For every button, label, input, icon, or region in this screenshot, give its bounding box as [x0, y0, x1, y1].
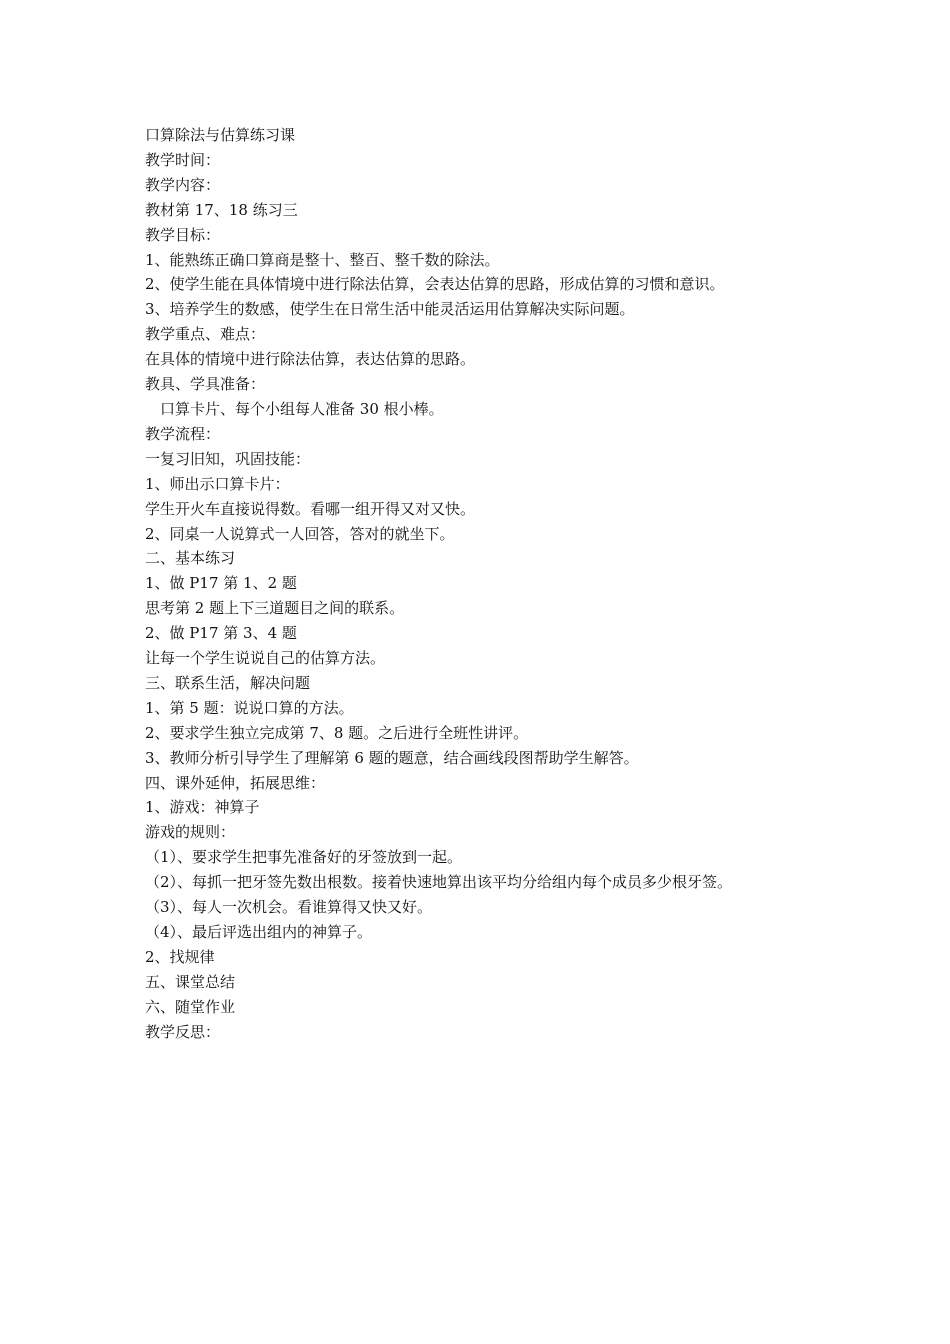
section-heading: 六、随堂作业	[145, 997, 236, 1016]
list-item: 2、要求学生独立完成第 7、8 题。之后进行全班性讲评。	[145, 723, 529, 742]
body-text: 思考第 2 题上下三道题目之间的联系。	[145, 599, 405, 618]
section-heading: 二、基本练习	[145, 549, 236, 568]
key-points-label: 教学重点、难点：	[145, 325, 266, 344]
rule-item: （4）、最后评选出组内的神算子。	[145, 923, 373, 941]
teaching-content-label: 教学内容：	[145, 175, 221, 194]
list-item: 2、找规律	[145, 947, 215, 966]
document-title: 口算除法与估算练习课	[145, 126, 296, 144]
body-text: 让每一个学生说说自己的估算方法。	[145, 649, 386, 668]
section-heading: 三、联系生活，解决问题	[145, 673, 311, 692]
rule-item: （1）、要求学生把事先准备好的牙签放到一起。	[145, 848, 463, 867]
body-text: 学生开火车直接说得数。看哪一组开得又对又快。	[145, 499, 476, 518]
list-item: 1、师出示口算卡片：	[145, 474, 290, 493]
process-label: 教学流程：	[145, 424, 221, 443]
list-item: 3、教师分析引导学生了理解第 6 题的题意，结合画线段图帮助学生解答。	[145, 748, 639, 767]
document-body	[145, 123, 845, 1045]
list-item: 1、游戏：神算子	[145, 798, 260, 817]
list-item: 1、第 5 题：说说口算的方法。	[145, 698, 354, 717]
list-item: 2、做 P17 第 3、4 题	[145, 624, 297, 643]
section-heading: 一复习旧知，巩固技能：	[145, 449, 311, 468]
teaching-goals-label: 教学目标：	[145, 225, 221, 244]
goal-item: 3、培养学生的数感，使学生在日常生活中能灵活运用估算解决实际问题。	[145, 300, 635, 319]
teaching-content-text: 教材第 17、18 练习三	[145, 200, 298, 219]
body-text: 游戏的规则：	[145, 823, 236, 842]
reflection-label: 教学反思：	[145, 1022, 221, 1041]
teaching-time-label: 教学时间：	[145, 150, 221, 169]
goal-item: 1、能熟练正确口算商是整十、整百、整千数的除法。	[145, 250, 500, 269]
list-item: 1、做 P17 第 1、2 题	[145, 574, 297, 593]
rule-item: （2）、每抓一把牙签先数出根数。接着快速地算出该平均分给组内每个成员多少根牙签。	[145, 873, 733, 892]
key-points-text: 在具体的情境中进行除法估算，表达估算的思路。	[145, 350, 476, 369]
rule-item: （3）、每人一次机会。看谁算得又快又好。	[145, 898, 433, 917]
list-item: 2、同桌一人说算式一人回答，答对的就坐下。	[145, 524, 455, 543]
materials-label: 教具、学具准备：	[145, 375, 266, 394]
goal-item: 2、使学生能在具体情境中进行除法估算，会表达估算的思路，形成估算的习惯和意识。	[145, 275, 725, 294]
section-heading: 四、课外延伸，拓展思维：	[145, 773, 326, 792]
materials-text: 口算卡片、每个小组每人准备 30 根小棒。	[160, 399, 444, 418]
section-heading: 五、课堂总结	[145, 972, 236, 991]
